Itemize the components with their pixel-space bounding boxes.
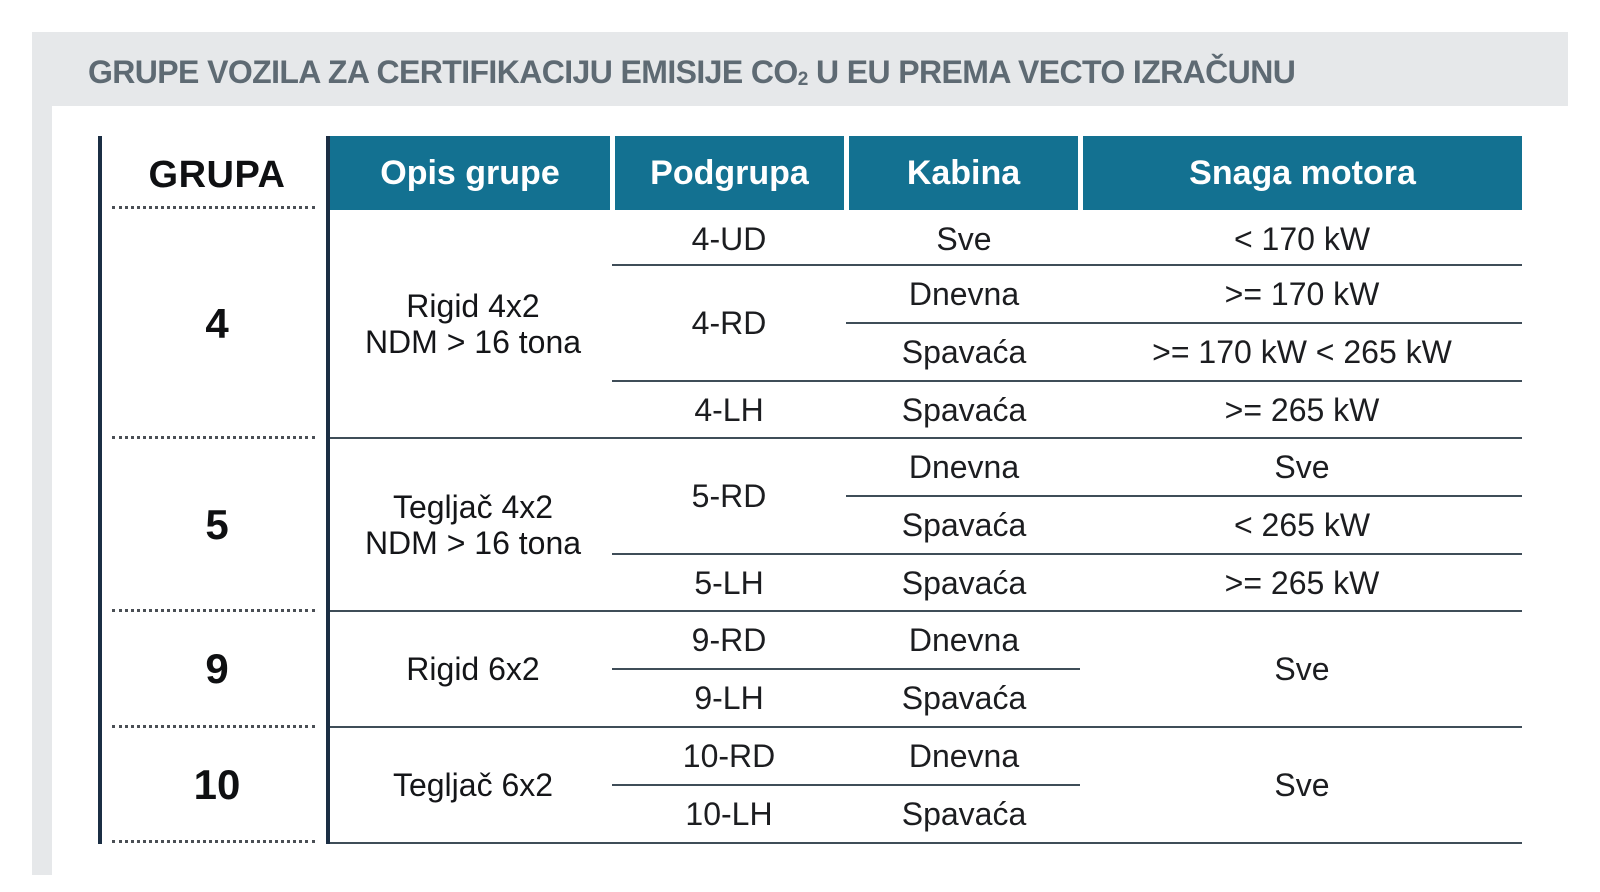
cabin-cell: Spavaća (901, 333, 1027, 370)
subgroup-cell: 9-RD (691, 621, 767, 658)
cabin-cell: Sve (936, 220, 992, 257)
row-divider (330, 842, 1522, 844)
group-description: Rigid 6x2 (406, 651, 540, 687)
cabin-cell: Spavaća (901, 391, 1027, 428)
group-description: Rigid 4x2 NDM > 16 tona (364, 288, 582, 360)
power-cell: < 265 kW (1233, 506, 1371, 543)
cabin-cell: Dnevna (908, 621, 1020, 658)
power-cell: Sve (1274, 650, 1330, 687)
subgroup-cell: 9-LH (694, 679, 764, 716)
left-border (98, 136, 102, 844)
header-kabina: Kabina (849, 136, 1078, 210)
group-description: Tegljač 4x2 NDM > 16 tona (364, 488, 582, 561)
group-description: Tegljač 6x2 (392, 767, 554, 803)
cabin-cell: Spavaća (901, 679, 1027, 716)
cabin-cell: Spavaća (901, 795, 1027, 832)
power-cell: >= 265 kW (1224, 391, 1380, 428)
subgroup-cell: 10-LH (685, 795, 773, 832)
cabin-cell: Spavaća (901, 506, 1027, 543)
cabin-cell: Dnevna (908, 448, 1020, 485)
cabin-cell: Spavaća (901, 564, 1027, 601)
power-cell: < 170 kW (1233, 220, 1371, 257)
cabin-cell: Dnevna (908, 275, 1020, 312)
group-number: 9 (205, 645, 229, 692)
subgroup-cell: 10-RD (682, 737, 776, 774)
group-column-header: GRUPA (148, 153, 286, 196)
header-snaga-motora: Snaga motora (1083, 136, 1522, 210)
power-cell: Sve (1274, 448, 1330, 485)
group-number: 5 (205, 500, 229, 548)
cabin-cell: Dnevna (908, 737, 1020, 774)
power-cell: >= 265 kW (1224, 564, 1380, 601)
subgroup-cell: 5-RD (691, 477, 767, 514)
subgroup-cell: 5-LH (694, 564, 764, 601)
header-opis-grupe: Opis grupe (330, 136, 610, 210)
page-title: GRUPE VOZILA ZA CERTIFIKACIJU EMISIJE CO2 U EU PREMA VECTO IZRAČUNU (88, 54, 1296, 90)
group-number: 4 (205, 300, 229, 347)
subgroup-cell: 4-UD (691, 220, 767, 257)
group-number: 10 (193, 761, 241, 808)
power-cell: >= 170 kW (1224, 275, 1380, 312)
subgroup-cell: 4-RD (691, 304, 767, 341)
power-cell: Sve (1274, 766, 1330, 803)
power-cell: >= 170 kW < 265 kW (1152, 333, 1452, 370)
header-podgrupa: Podgrupa (615, 136, 844, 210)
group-separator (112, 206, 315, 209)
subgroup-cell: 4-LH (694, 391, 764, 428)
